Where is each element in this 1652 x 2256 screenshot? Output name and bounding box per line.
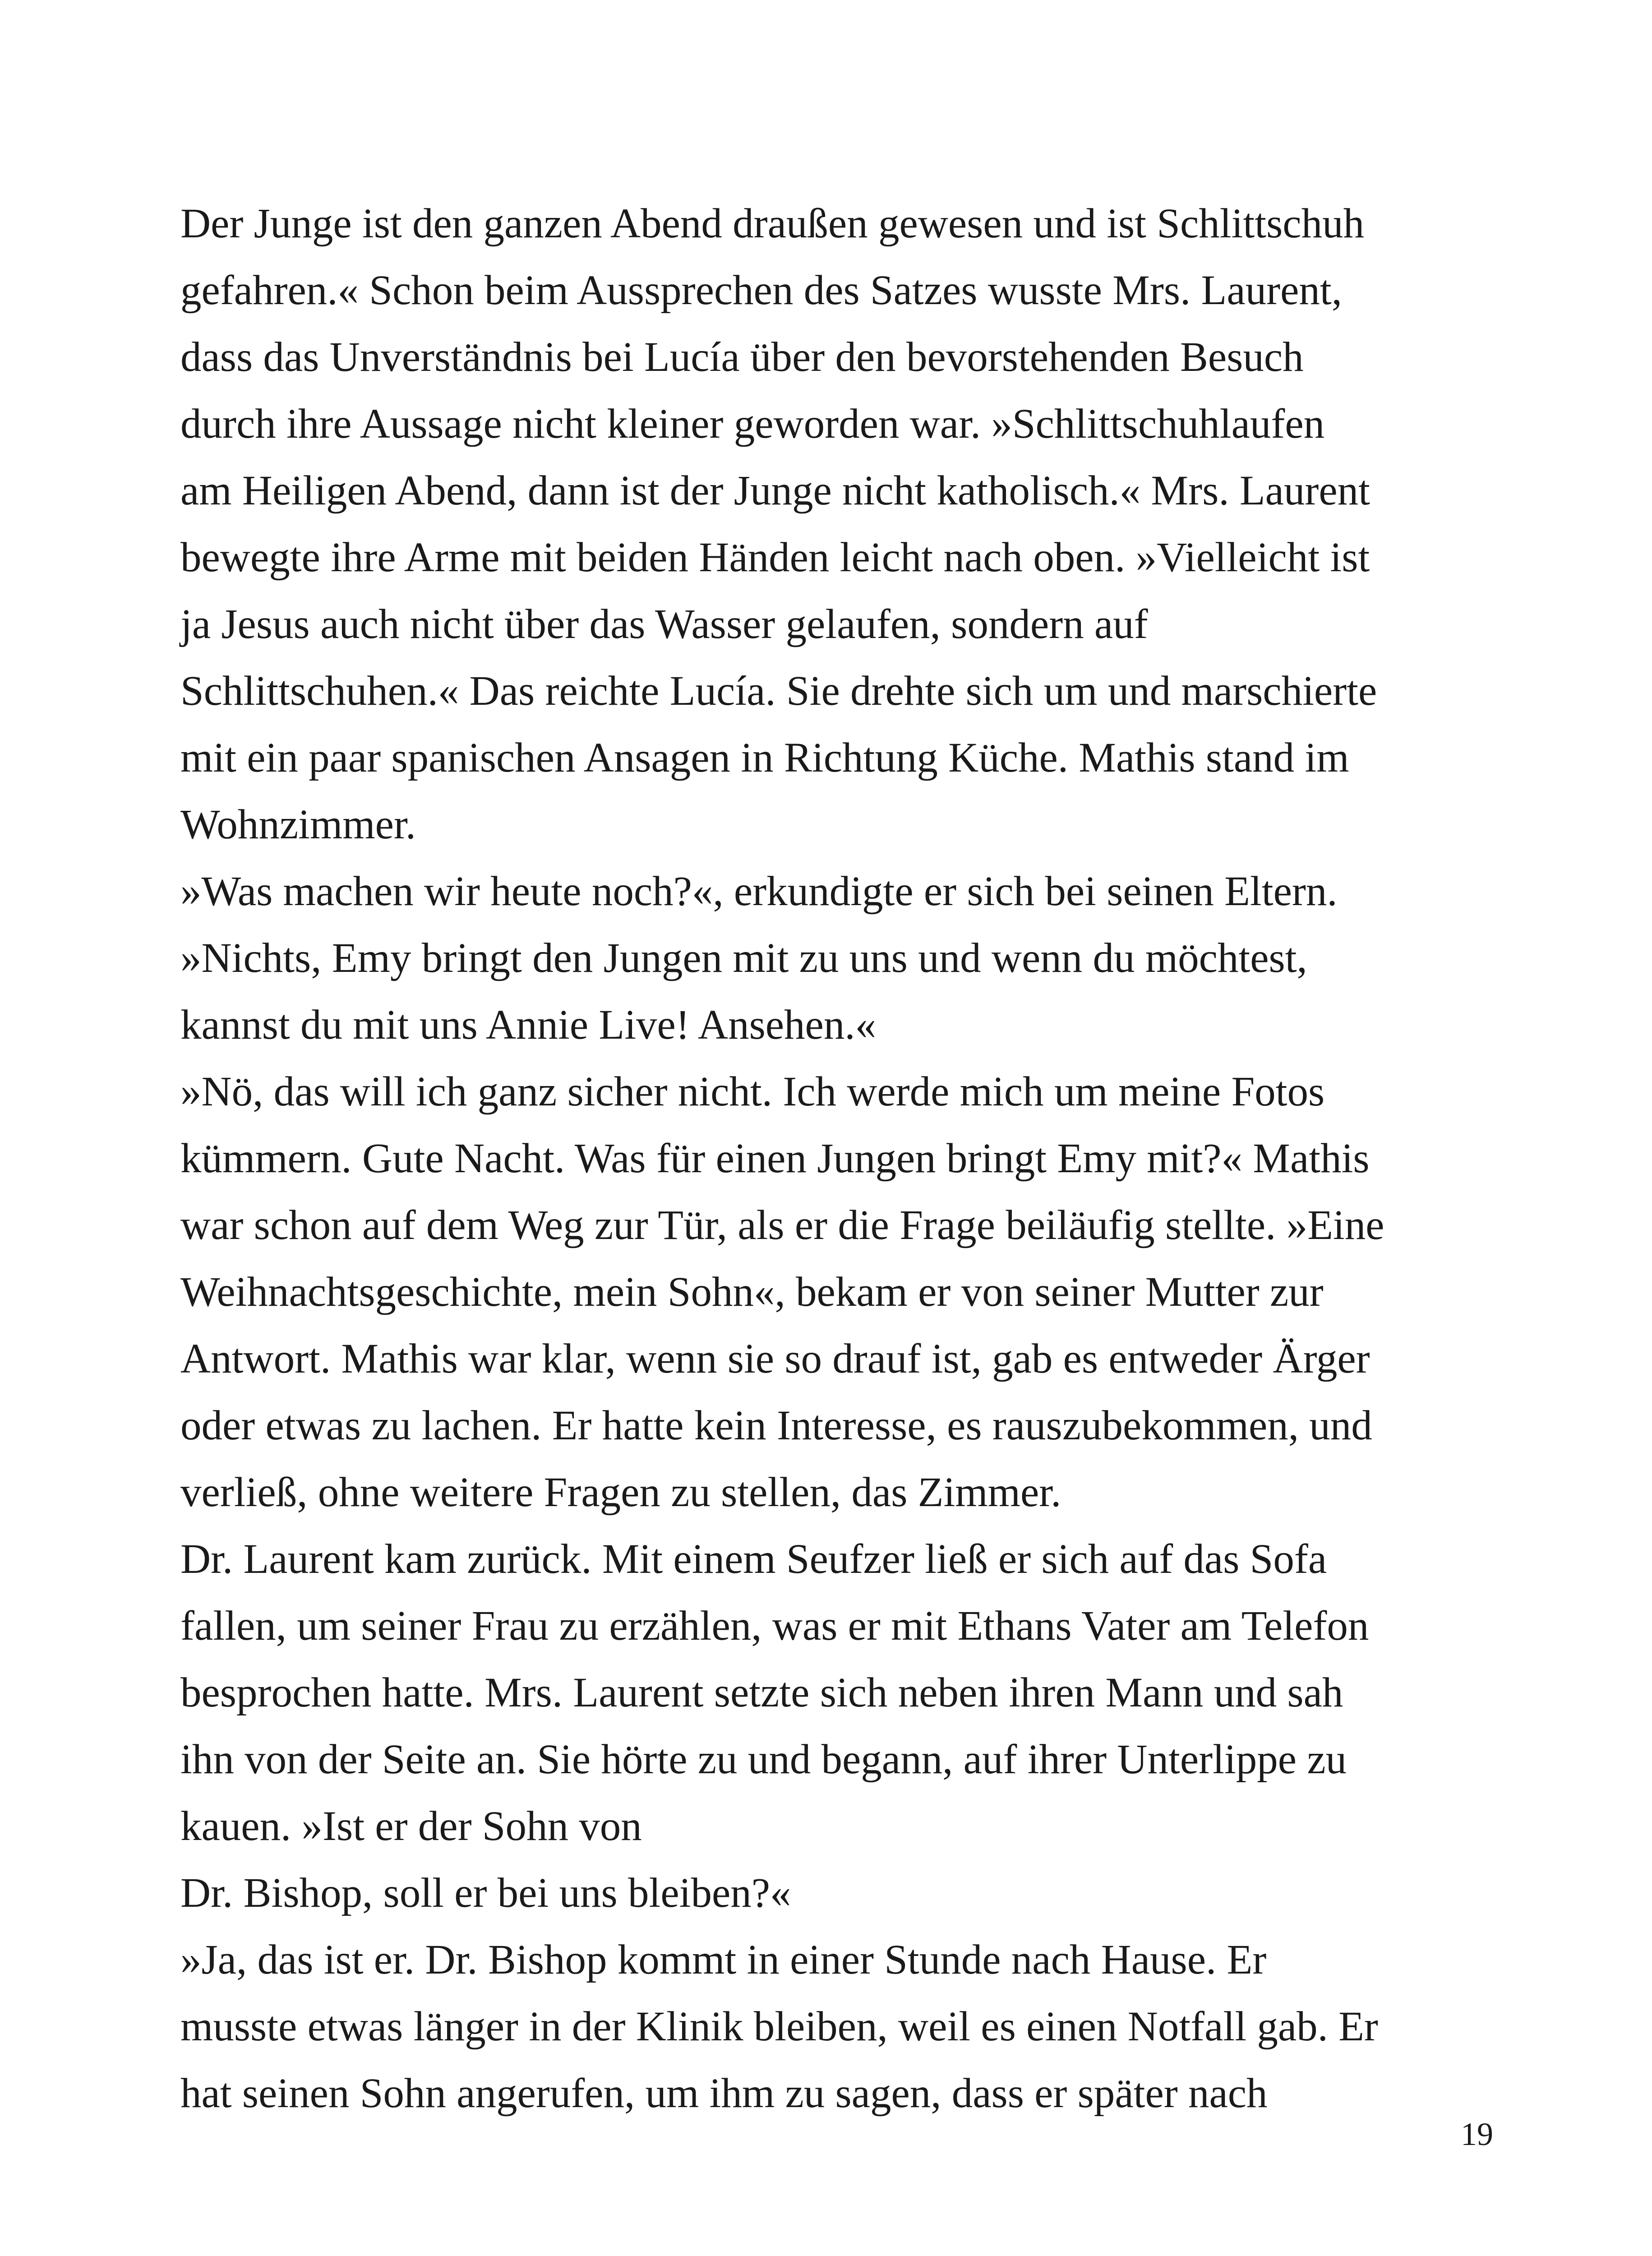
text-line: Dr. Bishop, soll er bei uns bleiben?« xyxy=(180,1870,791,1916)
text-line: Wohnzimmer. xyxy=(180,801,416,848)
text-line: bewegte ihre Arme mit beiden Händen leicht nach oben. »Vielleicht ist xyxy=(180,534,1370,581)
text-line: musste etwas länger in der Klinik bleiben, weil es einen Notfall gab. Er xyxy=(180,2003,1378,2050)
text-line: kümmern. Gute Nacht. Was für einen Jungen bringt Emy mit?« Mathis xyxy=(180,1135,1370,1182)
text-line: war schon auf dem Weg zur Tür, als er die Frage beiläufig stellte. »Eine xyxy=(180,1202,1384,1248)
text-line: »Ja, das ist er. Dr. Bishop kommt in einer Stunde nach Hause. Er xyxy=(180,1937,1267,1983)
text-line: hat seinen Sohn angerufen, um ihm zu sagen, dass er später nach xyxy=(180,2070,1268,2117)
text-line: Schlittschuhen.« Das reichte Lucía. Sie drehte sich um und marschierte xyxy=(180,668,1377,714)
text-line: ihn von der Seite an. Sie hörte zu und begann, auf ihrer Unterlippe zu xyxy=(180,1736,1347,1783)
text-line: gefahren.« Schon beim Aussprechen des Satzes wusste Mrs. Laurent, xyxy=(180,267,1342,314)
text-line: besprochen hatte. Mrs. Laurent setzte sich neben ihren Mann und sah xyxy=(180,1669,1343,1716)
text-line: Antwort. Mathis war klar, wenn sie so drauf ist, gab es entweder Ärger xyxy=(180,1336,1370,1382)
text-line: fallen, um seiner Frau zu erzählen, was er mit Ethans Vater am Telefon xyxy=(180,1603,1369,1649)
text-line: Dr. Laurent kam zurück. Mit einem Seufzer ließ er sich auf das Sofa xyxy=(180,1536,1327,1582)
text-line: »Nö, das will ich ganz sicher nicht. Ich werde mich um meine Fotos xyxy=(180,1068,1325,1115)
text-line: ja Jesus auch nicht über das Wasser gelaufen, sondern auf xyxy=(180,601,1148,647)
text-line: Weihnachtsgeschichte, mein Sohn«, bekam er von seiner Mutter zur xyxy=(180,1269,1324,1315)
text-line: Der Junge ist den ganzen Abend draußen gewesen und ist Schlittschuh xyxy=(180,200,1365,247)
body-text xyxy=(180,190,1489,2127)
text-line: dass das Unverständnis bei Lucía über den bevorstehenden Besuch xyxy=(180,334,1304,380)
text-line: »Nichts, Emy bringt den Jungen mit zu uns und wenn du möchtest, xyxy=(180,935,1307,981)
text-line: kannst du mit uns Annie Live! Ansehen.« xyxy=(180,1002,877,1048)
page-number: 19 xyxy=(1461,2116,1493,2152)
text-line: mit ein paar spanischen Ansagen in Richtung Küche. Mathis stand im xyxy=(180,735,1349,781)
text-line: oder etwas zu lachen. Er hatte kein Interesse, es rauszubekommen, und xyxy=(180,1402,1372,1449)
text-line: durch ihre Aussage nicht kleiner geworden war. »Schlittschuhlaufen xyxy=(180,401,1325,447)
text-line: verließ, ohne weitere Fragen zu stellen, das Zimmer. xyxy=(180,1469,1061,1516)
text-line: »Was machen wir heute noch?«, erkundigte er sich bei seinen Eltern. xyxy=(180,868,1338,915)
text-line: am Heiligen Abend, dann ist der Junge nicht katholisch.« Mrs. Laurent xyxy=(180,467,1371,514)
text-line: kauen. »Ist er der Sohn von xyxy=(180,1803,642,1849)
